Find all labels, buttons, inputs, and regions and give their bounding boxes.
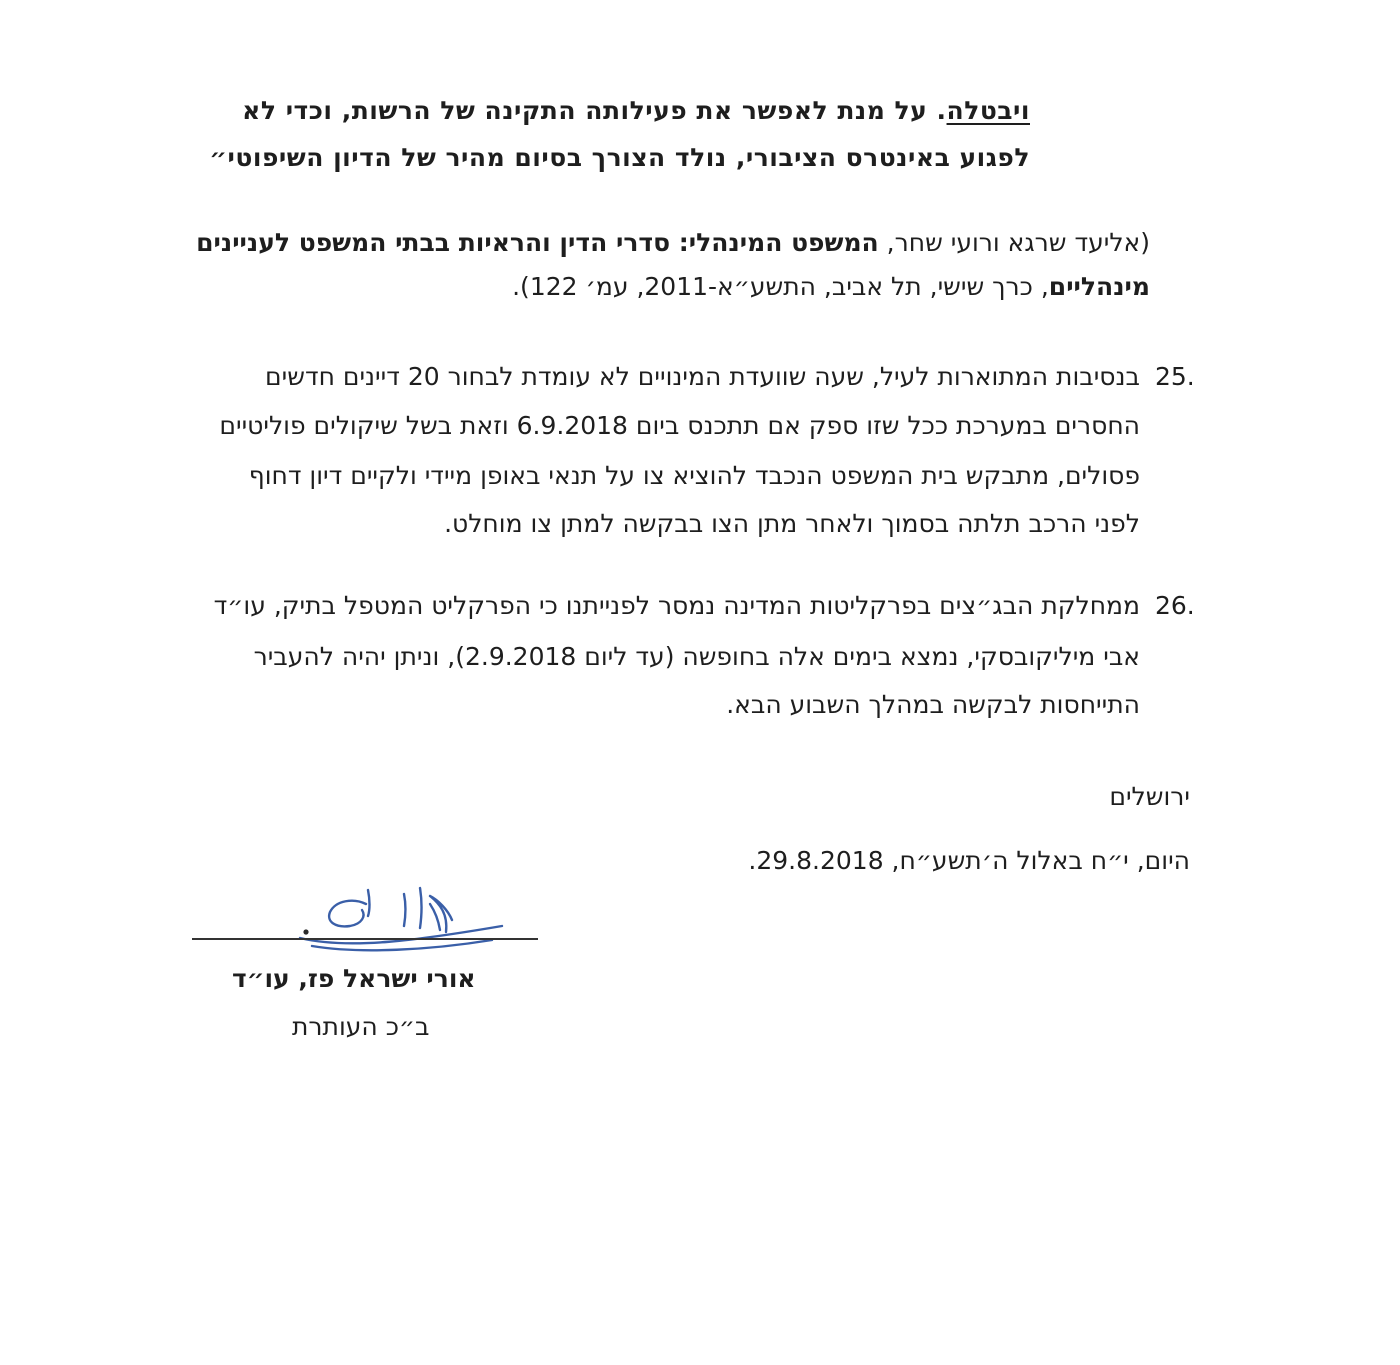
handwritten-signature xyxy=(270,870,510,960)
paragraph-number: 26. xyxy=(1155,591,1195,620)
paragraph-line: בנסיבות המתוארות לעיל, שעה שוועדת המינויים לא עומדת לבחור 20 דיינים חדשים xyxy=(265,362,1140,391)
citation-line-2 xyxy=(512,270,1150,304)
paragraph-line: התייחסות לבקשה במהלך השבוע הבא. xyxy=(726,690,1140,719)
quote-line-1-text: . על מנת לאפשר את פעילותה התקינה של הרשות, וכדי לא xyxy=(242,96,947,125)
quote-line-1 xyxy=(200,94,1030,128)
citation-authors: (אליעד שרגא ורועי שחר, xyxy=(878,228,1150,257)
quote-underlined-word: ויבטלה xyxy=(946,96,1030,125)
paragraph-line: ממחלקת הבג״צים בפרקליטות המדינה נמסר לפנייתנו כי הפרקליט המטפל בתיק, עו״ד xyxy=(213,591,1140,620)
citation-book-title: המשפט המינהלי: סדרי הדין והראיות בבתי המשפט לעניינים xyxy=(196,228,879,257)
signer-name: אורי ישראל פז, עו״ד xyxy=(232,964,476,993)
paragraph-line: החסרים במערכת ככל שזו ספק אם תתכנס ביום 6.9.2018 וזאת בשל שיקולים פוליטיים xyxy=(219,411,1140,440)
signature-line xyxy=(192,938,538,940)
quote-line-2: לפגוע באינטרס הציבורי, נולד הצורך בסיום מהיר של הדיון השיפוטי״ xyxy=(209,143,1030,172)
citation-publication: , כרך שישי, תל אביב, התשע״א-2011, עמ׳ 122). xyxy=(512,272,1049,301)
citation-line-1 xyxy=(196,226,1150,260)
paragraph-line: אבי מיליקובסקי, נמצא בימים אלה בחופשה (עד ליום 2.9.2018), וניתן יהיה להעביר xyxy=(253,642,1140,671)
paragraph-line: לפני הרכב תלתה בסמוך ולאחר מתן הצו בבקשה למתן צו מוחלט. xyxy=(444,509,1140,538)
paragraph-line: פסולים, מתבקש בית המשפט הנכבד להוציא צו על תנאי באופן מיידי ולקיים דיון דחוף xyxy=(248,461,1140,490)
citation-book-title-cont: מינהליים xyxy=(1048,272,1150,301)
signer-title: ב״כ העותרת xyxy=(292,1012,430,1041)
date-line: היום, י״ח באלול ה׳תשע״ח, 29.8.2018. xyxy=(748,846,1190,875)
paragraph-number: 25. xyxy=(1155,362,1195,391)
place: ירושלים xyxy=(1109,782,1190,811)
